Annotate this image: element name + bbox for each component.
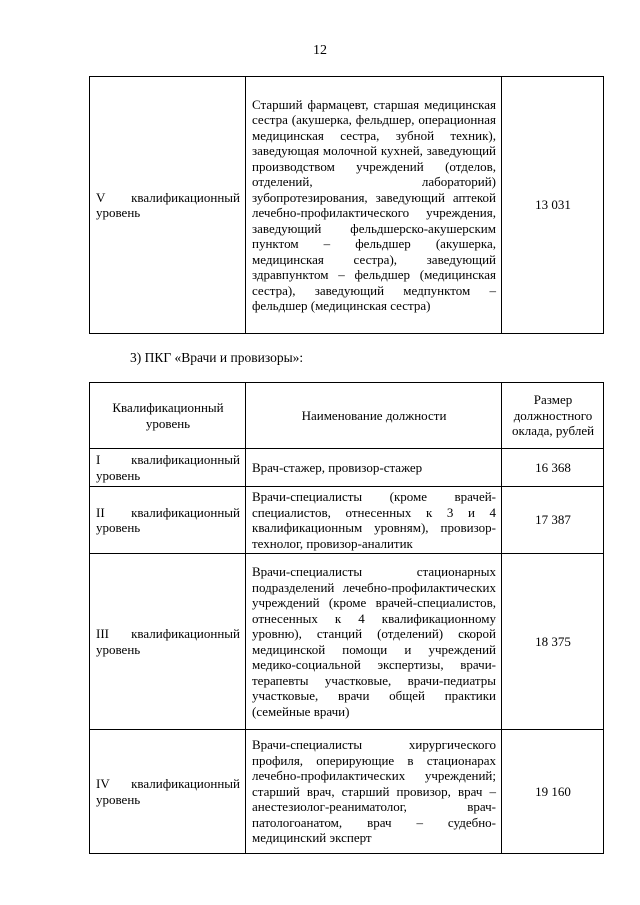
table-row	[90, 730, 604, 854]
table-pkg-doctors	[89, 382, 604, 854]
salary-cell: 19 160	[502, 730, 604, 854]
section-title: 3) ПКГ «Врачи и провизоры»:	[130, 350, 304, 365]
salary-cell: 16 368	[502, 449, 604, 487]
header-position: Наименование должности	[246, 383, 502, 449]
header-salary: Размер должностного оклада, рублей	[502, 383, 604, 449]
level-cell	[90, 77, 246, 334]
page-number: 12	[313, 43, 327, 58]
level-label: III квалификационный	[96, 626, 240, 641]
table-row	[90, 449, 604, 487]
level-label: IV квалификационный	[96, 776, 240, 791]
position-cell: Врачи-специалисты стационарных подразделений лечебно-профилактических учреждений (кроме врачей-специалистов, отнесенных к 4 квалификационному уровню), станций (отделений) скорой медицинской помощи и учреждений медико-социальной экспертизы, врачи-терапевты участковые, врачи-педиатры участковые, врачи общей практики (семейные врачи)	[246, 554, 502, 730]
level-cell	[90, 554, 246, 730]
position-cell: Врач-стажер, провизор-стажер	[246, 449, 502, 487]
level-label-suffix: уровень	[96, 205, 141, 220]
level-cell	[90, 487, 246, 554]
salary-cell: 17 387	[502, 487, 604, 554]
position-cell: Врачи-специалисты (кроме врачей-специалистов, отнесенных к 3 и 4 квалификационным уровням), провизор-технолог, провизор-аналитик	[246, 487, 502, 554]
header-level: Квалификационный уровень	[90, 383, 246, 449]
level-label-suffix: уровень	[96, 467, 141, 483]
level-label: V квалификационный	[96, 189, 240, 205]
table-header-row	[90, 383, 604, 449]
level-cell	[90, 730, 246, 854]
level-label: I квалификационный	[96, 452, 240, 467]
salary-cell: 13 031	[502, 77, 604, 334]
table-row	[90, 77, 604, 334]
level-label-suffix: уровень	[96, 520, 141, 535]
level-label-suffix: уровень	[96, 641, 141, 657]
table-row	[90, 554, 604, 730]
salary-cell: 18 375	[502, 554, 604, 730]
position-cell: Врачи-специалисты хирургического профиля, оперирующие в стационарах лечебно-профилактических учреждений; старший врач, старший провизор, врач – анестезиолог-реаниматолог, врач-патологоанатом, врач – судебно-медицинский эксперт	[246, 730, 502, 854]
table-row	[90, 487, 604, 554]
position-cell: Старший фармацевт, старшая медицинская сестра (акушерка, фельдшер, операционная медицинская сестра, зубной техник), заведующая молочной кухней, заведующий производством учреждений (отделов, отделений, лабораторий) зубопротезирования, заведующий аптекой лечебно-профилактического учреждения, заведующий фельдшерско-акушерским пунктом – фельдшер (акушерка, медицинская сестра), заведующий здравпунктом – фельдшер (медицинская сестра), заведующий медпунктом – фельдшер (медицинская сестра)	[246, 77, 502, 334]
table-pkg-nursing-continued	[89, 76, 604, 334]
level-cell	[90, 449, 246, 487]
level-label-suffix: уровень	[96, 791, 141, 807]
level-label: II квалификационный	[96, 504, 240, 520]
